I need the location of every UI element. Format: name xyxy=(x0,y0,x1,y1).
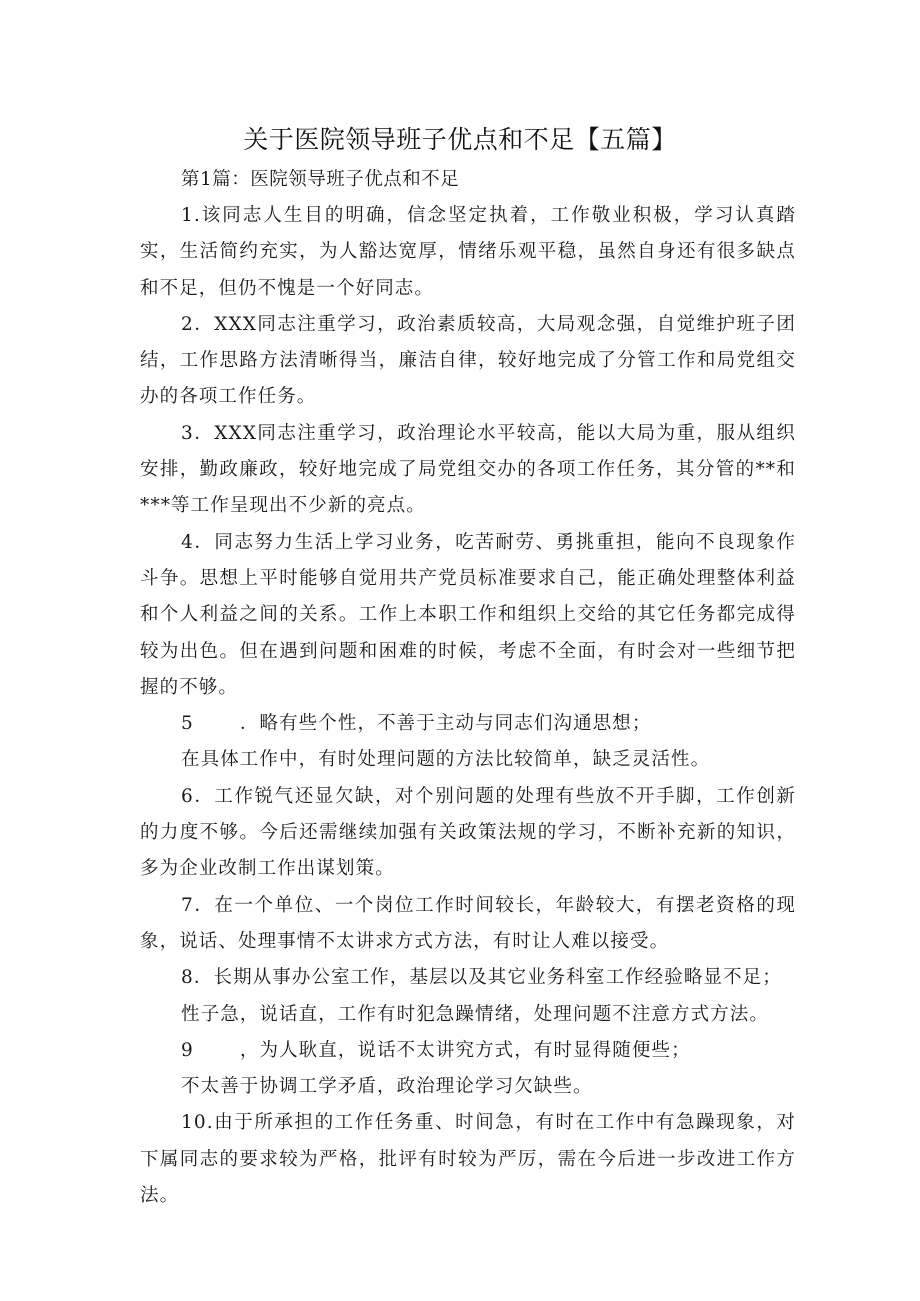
item-9-number: 9 xyxy=(181,1039,194,1061)
document-title: 关于医院领导班子优点和不足【五篇】 xyxy=(243,125,677,154)
section-subtitle: 第1篇：医院领导班子优点和不足 xyxy=(181,169,460,190)
paragraph-7: 7．在一个单位、一个岗位工作时间较长，年龄较大，有摆老资格的现象，说话、处理事情不太讲求方式方法，有时让人难以接受。 xyxy=(140,894,796,952)
item-5-number: 5 xyxy=(181,713,194,735)
item-9-text: ，为人耿直，说话不太讲究方式，有时显得随便些； xyxy=(239,1039,691,1061)
item-5-text: ．略有些个性，不善于主动与同志们沟通思想； xyxy=(239,713,652,735)
paragraph-10: 10.由于所承担的工作任务重、时间急，有时在工作中有急躁现象，对下属同志的要求较为严格，批评有时较为严厉，需在今后进一步改进工作方法。 xyxy=(140,1112,796,1207)
paragraph-5-line-2: 在具体工作中，有时处理问题的方法比较简单，缺乏灵活性。 xyxy=(181,749,711,771)
paragraph-9-line-1 xyxy=(140,1033,796,1069)
paragraph-6: 6．工作锐气还显欠缺，对个别问题的处理有些放不开手脚，工作创新的力度不够。今后还需继续加强有关政策法规的学习，不断补充新的知识，多为企业改制工作出谋划策。 xyxy=(140,785,796,880)
paragraph-4: 4．同志努力生活上学习业务，吃苦耐劳、勇挑重担，能向不良现象作斗争。思想上平时能够自觉用共产党员标准要求自己，能正确处理整体利益和个人利益之间的关系。工作上本职工作和组织上交给的其它任务都完成得较为出色。但在遇到问题和困难的时候，考虑不全面，有时会对一些细节把握的不够。 xyxy=(140,531,796,698)
document-body xyxy=(140,166,796,1214)
paragraph-2: 2．XXX同志注重学习，政治素质较高，大局观念强，自觉维护班子团结，工作思路方法清晰得当，廉洁自律，较好地完成了分管工作和局党组交办的各项工作任务。 xyxy=(140,313,796,408)
paragraph-5-line-1 xyxy=(140,706,796,742)
paragraph-1: 1.该同志人生目的明确，信念坚定执着，工作敬业积极，学习认真踏实，生活简约充实，为人豁达宽厚，情绪乐观平稳，虽然自身还有很多缺点和不足，但仍不愧是一个好同志。 xyxy=(140,205,796,299)
paragraph-9-line-2: 不太善于协调工学矛盾，政治理论学习欠缺些。 xyxy=(181,1076,593,1098)
paragraph-3: 3．XXX同志注重学习，政治理论水平较高，能以大局为重，服从组织安排，勤政廉政，较好地完成了局党组交办的各项工作任务，其分管的**和***等工作呈现出不少新的亮点。 xyxy=(140,422,796,517)
paragraph-8-line-1: 8．长期从事办公室工作，基层以及其它业务科室工作经验略显不足； xyxy=(181,967,782,989)
paragraph-8-line-2: 性子急，说话直，工作有时犯急躁情绪，处理问题不注意方式方法。 xyxy=(181,1003,770,1025)
